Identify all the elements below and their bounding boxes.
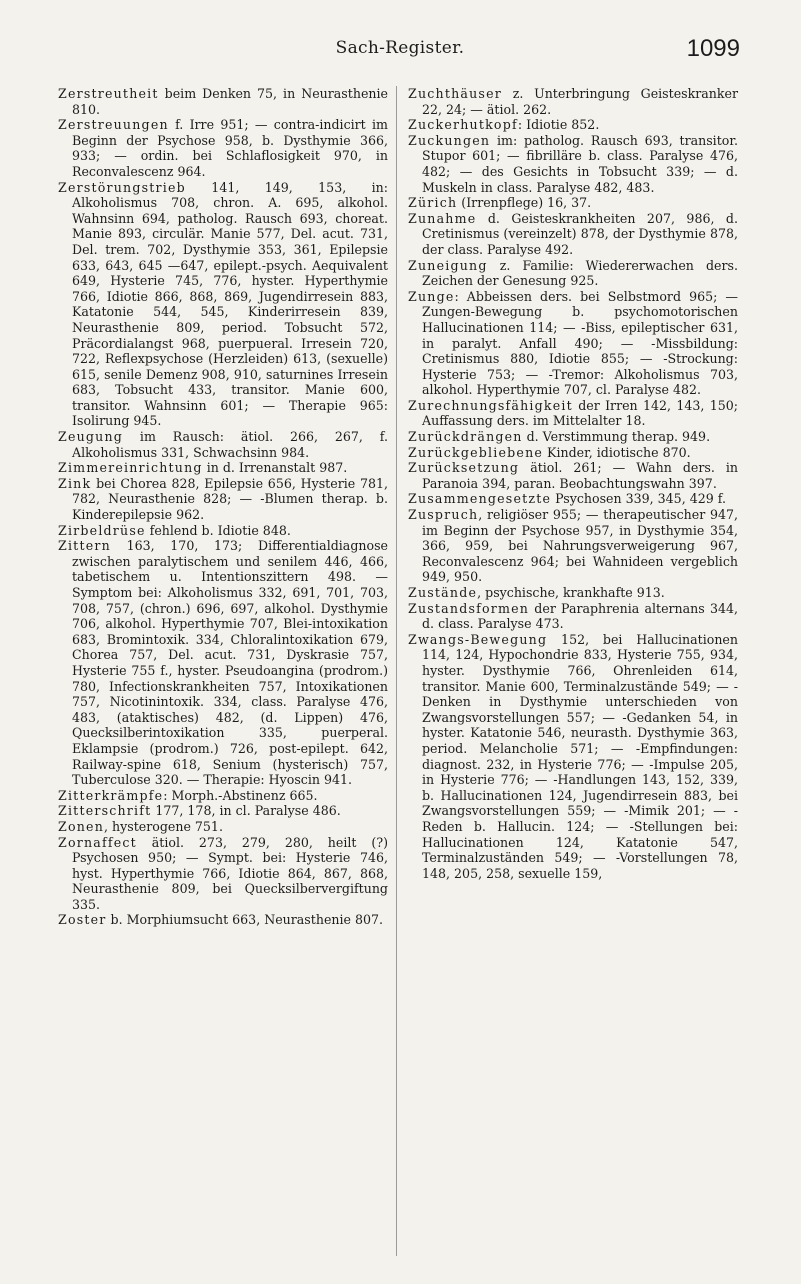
entry-headword: Zuspruch [408, 507, 479, 523]
entry-text: 163, 170, 173; Differentialdiagnose zwischen paralytischem und senilem 446, 466, tabetischem u. Intentionszittern 498. — Symptom bei: Alkoholismus 332, 691, 701, 703, 708, 757, (chron.) 696, 697, alkohol. Dysthymie 706, alkohol. Hyperthymie 707, Blei-intoxikation 683, Bromintoxik. 334, Chloralintoxikation 679, Chorea 757, Del. acut. 731, Dyskrasie 757, Hysterie 755 f., hyster. Pseudoangina (prodrom.) 780, Infectionskrankheiten 757, Intoxikationen 757, Nicotinintoxik. 334, class. Paralyse 476, 483, (ataktisches) 482, (d. Lippen) 476, Quecksilberintoxikation 335, puerperal. Eklampsie (prodrom.) 726, post-epilept. 642, Railway-spine 618, Senium (hysterisch) 757, Tuberculose 320. — Therapie: Hyoscin 941. [72, 538, 388, 788]
left-column [58, 86, 388, 928]
index-entry [408, 445, 738, 461]
page-header [60, 35, 740, 68]
entry-text: im Rausch: ätiol. 266, 267, f. Alkoholismus 331, Schwachsinn 984. [72, 429, 388, 460]
entry-headword: Zürich [408, 195, 458, 211]
entry-headword: Zerstörungstrieb [58, 179, 186, 195]
index-entry [408, 491, 738, 507]
index-entry [408, 601, 738, 632]
entry-text: , religiöser 955; — therapeutischer 947, im Beginn der Psychose 957, in Dysthymie 354, 366, 959, bei Nahrungsverweigerung 967, Reconvalescenz 964; bei Wahnideen vergeblich 949, 950. [422, 507, 738, 585]
entry-text: bei Chorea 828, Epilepsie 656, Hysterie 781, 782, Neurasthenie 828; — -Blumen therap. b. Kinderepilepsie 962. [72, 475, 388, 523]
index-entry [408, 507, 738, 585]
index-entry [58, 523, 388, 539]
entry-headword: Zitterschrift [58, 803, 152, 819]
entry-text: beim Denken 75, in Neurasthenie 810. [72, 86, 388, 117]
entry-text: der Irren 142, 143, 150; Auffassung ders. im Mittelalter 18. [422, 397, 738, 429]
entry-headword: Zirbeldrüse [58, 522, 146, 538]
entry-text: d. Geisteskrankheiten 207, 986, d. Cretinismus (vereinzelt) 878, der Dysthymie 878, der class. Paralyse 492. [422, 210, 738, 257]
entry-headword: Zornaffect [58, 834, 137, 850]
entry-headword: Zuneigung [408, 257, 488, 273]
index-entry [408, 398, 738, 429]
index-entry [408, 429, 738, 445]
entry-text: , hysterogene 751. [104, 818, 223, 834]
right-column [408, 86, 738, 881]
entry-headword: Zurückdrängen [408, 429, 523, 445]
entry-headword: Zerstreutheit [58, 86, 159, 101]
entry-headword: Zusammengesetzte [408, 491, 552, 507]
index-columns [58, 86, 738, 1256]
index-entry [58, 429, 388, 460]
index-entry [408, 133, 738, 195]
entry-headword: Zuchthäuser [408, 86, 502, 101]
index-entry [58, 803, 388, 819]
index-entry [408, 289, 738, 398]
entry-headword: Zustandsformen [408, 600, 530, 616]
entry-text: ätiol. 261; — Wahn ders. in Paranoia 394, paran. Beobachtungswahn 397. [422, 460, 738, 491]
entry-headword: Zink [58, 475, 92, 491]
index-entry [408, 211, 738, 258]
column-divider [396, 86, 397, 1256]
index-entry [408, 258, 738, 289]
index-entry [58, 538, 388, 788]
entry-text: : Abbeissen ders. bei Selbstmord 965; — Zungen-Bewegung b. psychomotorischen Hallucinationen 114; — -Biss, epileptischer 631, in paralyt. Anfall 490; — -Missbildung: Cretinismus 880, Idiotie 855; — -Strockung: Hysterie 753; — -Tremor: Alkoholismus 703, alkohol. Hyperthymie 707, cl. Paralyse 482. [422, 288, 738, 398]
entry-text: : Morph.-Abstinenz 665. [163, 787, 318, 803]
index-entry [58, 788, 388, 804]
entry-headword: Zittern [58, 538, 111, 554]
entry-headword: Zuckungen [408, 132, 491, 148]
entry-text: Kinder, idiotische 870. [543, 444, 691, 460]
entry-headword: Zoster [58, 912, 107, 928]
index-entry [58, 460, 388, 476]
entry-headword: Zerstreuungen [58, 117, 169, 133]
entry-headword: Zurückgebliebene [408, 444, 544, 460]
index-entry [58, 117, 388, 179]
entry-headword: Zurücksetzung [408, 460, 520, 476]
index-entry [408, 86, 738, 117]
entry-text: in d. Irrenanstalt 987. [202, 460, 348, 476]
index-entry [58, 180, 388, 430]
entry-headword: Zonen [58, 818, 105, 834]
index-entry [408, 195, 738, 211]
entry-headword: Zitterkrämpfe [58, 787, 164, 803]
entry-headword: Zurechnungsfähigkeit [408, 397, 573, 413]
entry-headword: Zwangs-Bewegung [408, 631, 548, 647]
entry-text: f. Irre 951; — contra-indicirt im Beginn der Psychose 958, b. Dysthymie 366, 933; — ordin. bei Schlaflosigkeit 970, in Reconvalescenz 964. [72, 117, 388, 179]
index-entry [408, 632, 738, 882]
entry-text: 152, bei Hallucinationen 114, 124, Hypochondrie 833, Hysterie 755, 934, hyster. Dysthymie 766, Ohrenleiden 614, transitor. Manie 600, Terminalzustände 549; — -Denken in Dysthymie unterschieden von Zwangsvorstellungen 557; — -Gedanken 54, in hyster. Katatonie 546, neurasth. Dysthymie 363, period. Melancholie 571; — -Empfindungen: diagnost. 232, in Hysterie 776; — -Impulse 205, in Hysterie 776; — -Handlungen 143, 152, 339, b. Hallucinationen 124, Jugendirresein 883, bei Zwangsvorstellungen 559; — -Mimik 201; — -Reden b. Hallucin. 124; — -Stellungen bei: Hallucinationen 124, Katatonie 547, Terminalzuständen 549; — -Vorstellungen 78, 148, 205, 258, sexuelle 159, [422, 631, 738, 881]
entry-text: b. Morphiumsucht 663, Neurasthenie 807. [106, 912, 384, 928]
entry-headword: Zustände [408, 585, 478, 600]
entry-text: fehlend b. Idiotie 848. [145, 522, 291, 538]
entry-text: d. Verstimmung therap. 949. [522, 429, 711, 445]
page-number: 1099 [686, 35, 740, 62]
entry-text: ätiol. 273, 279, 280, heilt (?) Psychosen 950; — Sympt. bei: Hysterie 746, hyst. Hyperthymie 766, Idiotie 864, 867, 868, Neurasthenie 809, bei Quecksilbervergiftung 335. [72, 834, 388, 912]
index-entry [58, 912, 388, 928]
entry-text: z. Familie: Wiedererwachen ders. Zeichen der Genesung 925. [422, 257, 738, 289]
index-entry [408, 585, 738, 601]
entry-headword: Zunahme [408, 210, 477, 226]
entry-text: der Paraphrenia alternans 344, d. class. Paralyse 473. [422, 600, 738, 632]
entry-headword: Zeugung [58, 429, 124, 445]
index-entry [58, 476, 388, 523]
index-entry [58, 835, 388, 913]
entry-text: , psychische, krankhafte 913. [477, 585, 665, 600]
entry-text: Psychosen 339, 345, 429 f. [551, 491, 726, 507]
index-entry [58, 86, 388, 117]
index-entry [58, 819, 388, 835]
entry-text: 141, 149, 153, in: Alkoholismus 708, chron. A. 695, alkohol. Wahnsinn 694, patholog. Rausch 693, choreat. Manie 893, circulär. Manie 577, Del. acut. 731, Del. trem. 702, Dysthymie 353, 361, Epilepsie 633, 643, 645 —647, epilept.-psych. Aequivalent 649, Hysterie 745, 776, hyster. Hyperthymie 766, Idiotie 866, 868, 869, Jugendirresein 883, Katatonie 544, 545, Kinderirresein 839, Neurasthenie 809, period. Tobsucht 572, Präcordialangst 968, puerpueral. Irresein 720, 722, Reflexpsychose (Herzleiden) 613, (sexuelle) 615, senile Demenz 908, 910, saturnines Irresein 683, Tobsucht 433, transitor. Manie 600, transitor. Wahnsinn 601; — Therapie 965: Isolirung 945. [72, 179, 388, 429]
running-title: Sach-Register. [335, 38, 465, 58]
index-entry [408, 117, 738, 133]
entry-headword: Zimmereinrichtung [58, 460, 203, 476]
entry-text: : Idiotie 852. [517, 117, 600, 133]
entry-text: (Irrenpflege) 16, 37. [457, 195, 592, 211]
index-entry [408, 460, 738, 491]
entry-headword: Zunge [408, 288, 455, 304]
entry-text: im: patholog. Rausch 693, transitor. Stupor 601; — fibrilläre b. class. Paralyse 476, 482; — des Gesichts in Tobsucht 339; — d. Muskeln in class. Paralyse 482, 483. [422, 132, 738, 195]
entry-headword: Zuckerhutkopf [408, 117, 518, 133]
entry-text: 177, 178, in cl. Paralyse 486. [151, 803, 341, 819]
entry-text: z. Unterbringung Geisteskranker 22, 24; — ätiol. 262. [422, 86, 738, 117]
